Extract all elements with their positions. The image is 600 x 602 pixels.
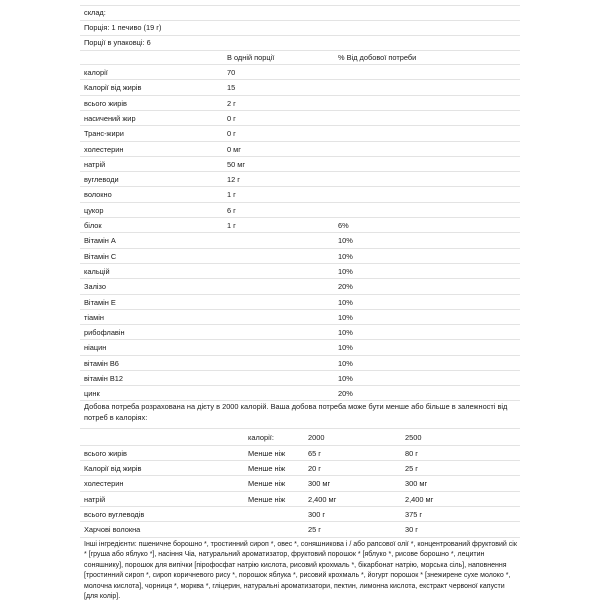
nutrient-daily-value: 10% [338, 374, 353, 383]
calories-label: калорії: [248, 433, 274, 442]
nutrient-name: Калорії від жирів [84, 83, 142, 93]
divider [80, 324, 520, 325]
nutrient-amount: 12 г [227, 175, 240, 185]
nutrient-name: рибофлавін [84, 328, 125, 338]
daily-qualifier: Менше ніж [248, 464, 286, 474]
nutrient-amount: 1 г [227, 221, 236, 230]
divider [80, 445, 520, 446]
daily-nutrient-name: Калорії від жирів [84, 464, 142, 474]
per-serving-header: В одній порції [227, 53, 275, 62]
daily-value-2500: 2,400 мг [405, 494, 434, 504]
nutrient-name: цукор [84, 205, 104, 215]
nutrient-name: натрій [84, 159, 106, 169]
nutrient-name: вітамін В6 [84, 358, 119, 368]
daily-qualifier: Менше ніж [248, 479, 286, 489]
daily-value-2000: 25 г [308, 525, 321, 534]
nutrient-name: вітамін В12 [84, 374, 123, 383]
nutrient-daily-value: 10% [338, 343, 353, 353]
nutrient-amount: 50 мг [227, 159, 246, 169]
nutrient-amount: 2 г [227, 98, 236, 108]
nutrient-daily-value: 10% [338, 312, 353, 322]
calories-2000: 2000 [308, 433, 325, 442]
divider [80, 506, 520, 507]
divider [80, 217, 520, 218]
divider [80, 171, 520, 172]
calories-2500: 2500 [405, 433, 422, 442]
divider [80, 79, 520, 80]
divider [80, 428, 520, 429]
divider [80, 339, 520, 340]
nutrient-name: білок [84, 221, 102, 230]
nutrient-name: калорії [84, 68, 108, 77]
divider [80, 521, 520, 522]
divider [80, 50, 520, 51]
nutrient-name: вуглеводи [84, 175, 119, 185]
divider [80, 537, 520, 538]
nutrient-amount: 0 мг [227, 144, 241, 154]
nutrient-name: ніацин [84, 343, 107, 353]
nutrient-amount: 0 г [227, 113, 236, 123]
nutrient-amount: 1 г [227, 190, 236, 200]
daily-nutrient-name: холестерин [84, 479, 124, 489]
nutrient-name: Вітамін С [84, 251, 117, 261]
daily-value-2000: 300 мг [308, 479, 331, 489]
nutrient-daily-value: 10% [338, 251, 353, 261]
daily-nutrient-name: натрій [84, 494, 106, 504]
nutrient-name: Вітамін А [84, 236, 116, 246]
divider [80, 110, 520, 111]
composition-label: склад: [84, 8, 106, 17]
nutrient-amount: 15 [227, 83, 236, 93]
daily-value-2500: 80 г [405, 449, 418, 458]
divider [80, 64, 520, 65]
daily-value-header: % Від добової потреби [338, 53, 417, 62]
divider [80, 5, 520, 6]
nutrient-name: цинк [84, 389, 100, 399]
nutrient-daily-value: 10% [338, 328, 353, 338]
daily-value-2500: 25 г [405, 464, 418, 474]
nutrient-amount: 0 г [227, 129, 236, 139]
divider [80, 232, 520, 233]
nutrient-name: кальцій [84, 266, 110, 276]
divider [80, 156, 520, 157]
divider [80, 278, 520, 279]
nutrient-daily-value: 20% [338, 282, 353, 292]
divider [80, 248, 520, 249]
nutrient-daily-value: 10% [338, 358, 353, 368]
nutrient-name: Залізо [84, 282, 106, 292]
daily-value-2500: 30 г [405, 525, 418, 534]
divider [80, 20, 520, 21]
nutrient-name: холестерин [84, 144, 124, 154]
nutrient-amount: 70 [227, 68, 236, 77]
daily-value-2000: 20 г [308, 464, 321, 474]
nutrient-name: насичений жир [84, 113, 136, 123]
divider [80, 385, 520, 386]
divider [80, 400, 520, 401]
divider [80, 460, 520, 461]
divider [80, 475, 520, 476]
daily-qualifier: Менше ніж [248, 449, 286, 458]
divider [80, 294, 520, 295]
divider [80, 370, 520, 371]
divider [80, 355, 520, 356]
nutrient-daily-value: 10% [338, 236, 353, 246]
daily-value-2000: 300 г [308, 509, 326, 519]
daily-value-2000: 65 г [308, 449, 321, 458]
divider [80, 95, 520, 96]
divider [80, 141, 520, 142]
divider [80, 202, 520, 203]
nutrient-daily-value: 10% [338, 297, 353, 307]
divider [80, 491, 520, 492]
nutrient-daily-value: 6% [338, 221, 349, 230]
nutrient-name: всього жирів [84, 98, 127, 108]
daily-value-2000: 2,400 мг [308, 494, 337, 504]
divider [80, 35, 520, 36]
ingredients-text: Інші інгредієнти: пшеничне борошно *, тростинний сироп *, овес *, соняшникова і / або рапсової олії *, концентрований фруктовий сік * [груша або яблуко *], насіння Чіа, натуральний ароматизатор, фруктовий порошок * [яблуко *, рисове борошно *, лецитин соняшнику], порошок для випічки [пірофосфат натрію кислота, рисовий крохмаль *, бікарбонат натрію, морська сіль], наповнення [тростинний сироп *, сироп коричневого рису *, порошок яблука *, рисовий крохмаль *, йогурт порошок * [знежирене сухе молоко *, молочна кислота], чорниця *, морква *, гліцерин, натуральні ароматизатори, пектин, лимонна кислота, екстракт червоної капусти [для колір]. [84, 541, 517, 601]
nutrient-daily-value: 10% [338, 266, 353, 276]
nutrient-name: тіамін [84, 312, 104, 322]
nutrient-amount: 6 г [227, 205, 236, 215]
serving-size: Порція: 1 печиво (19 г) [84, 23, 162, 32]
daily-nutrient-name: всього вуглеводів [84, 509, 145, 519]
divider [80, 263, 520, 264]
daily-value-2500: 375 г [405, 509, 423, 519]
nutrient-name: волокно [84, 190, 112, 200]
servings-per-package: Порції в упаковці: 6 [84, 38, 151, 47]
daily-qualifier: Менше ніж [248, 494, 286, 504]
nutrient-name: Вітамін Е [84, 297, 116, 307]
divider [80, 125, 520, 126]
nutrient-name: Транс-жири [84, 129, 124, 139]
daily-nutrient-name: Харчові волокна [84, 525, 141, 534]
nutrient-daily-value: 20% [338, 389, 353, 399]
daily-nutrient-name: всього жирів [84, 449, 127, 458]
divider [80, 309, 520, 310]
daily-value-2500: 300 мг [405, 479, 428, 489]
daily-value-note: Добова потреба розрахована на дієту в 2000 калорій. Ваша добова потреба може бути менше або більше в залежності від потреб в калоріях: [84, 402, 508, 422]
divider [80, 186, 520, 187]
